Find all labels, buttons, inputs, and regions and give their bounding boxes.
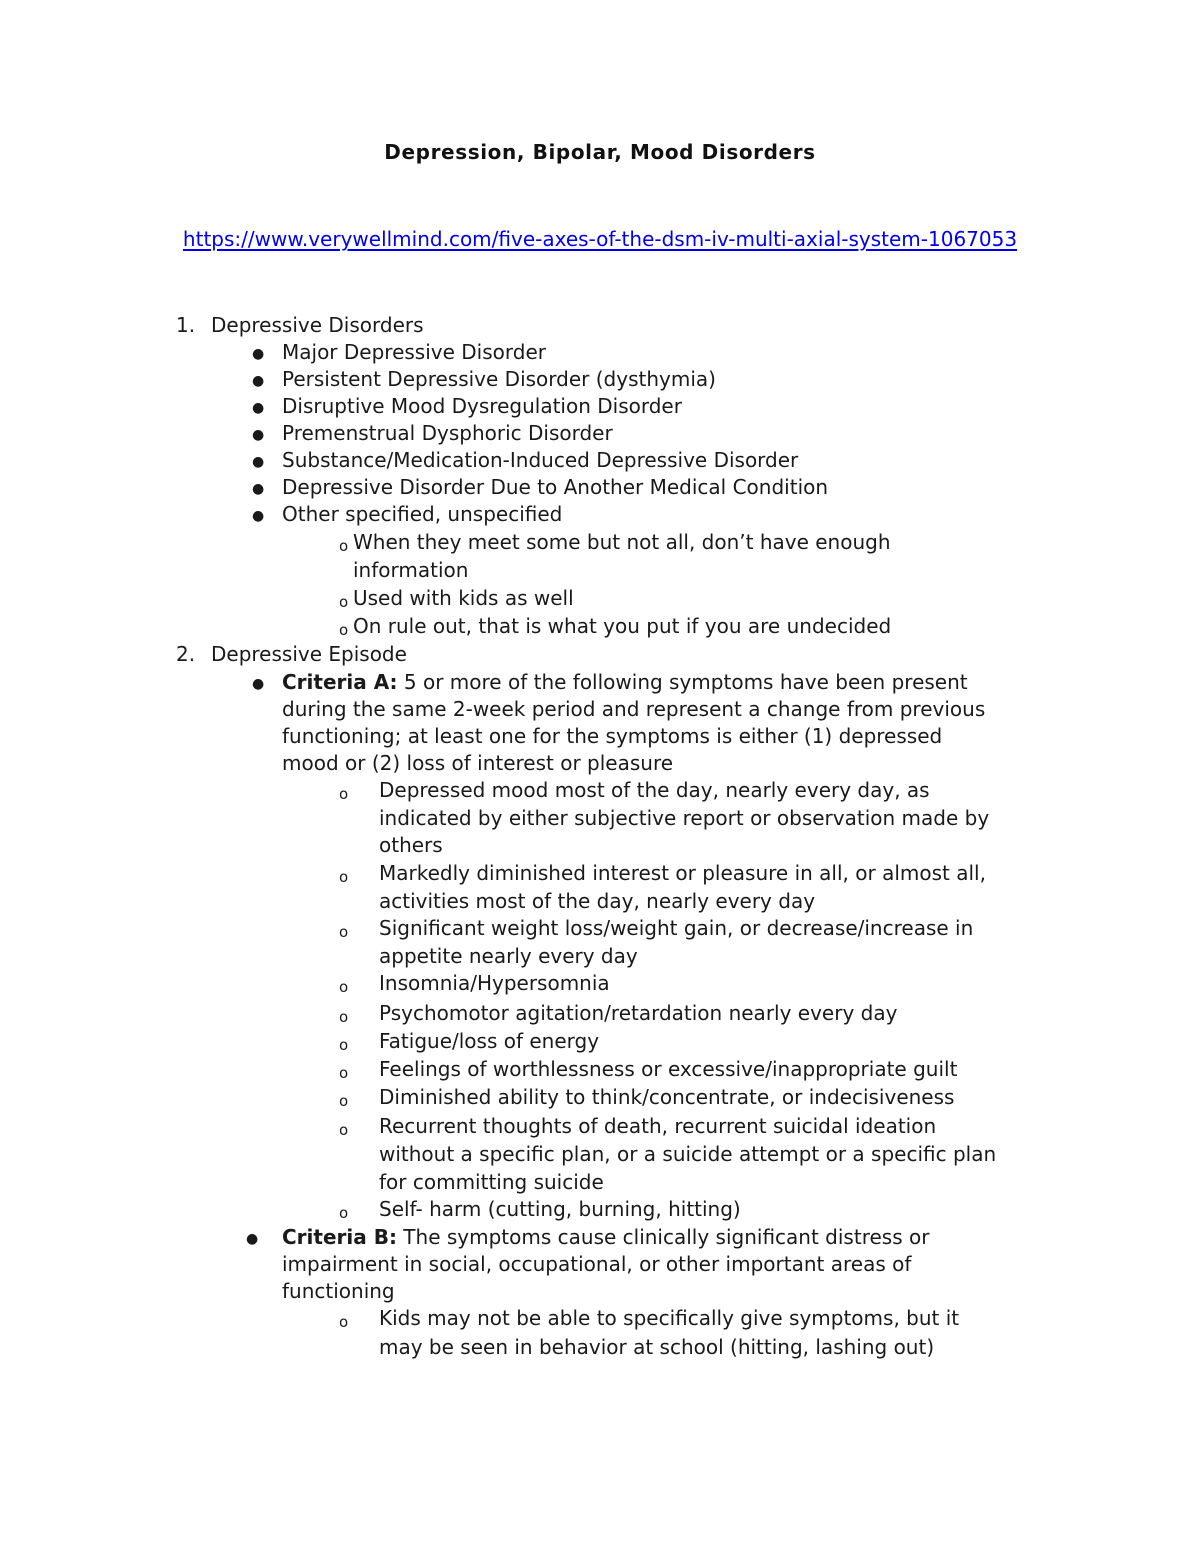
sub-list-item-continued: information	[353, 558, 469, 582]
symptom-item: Psychomotor agitation/retardation nearly every day	[379, 1001, 898, 1025]
list-item: Disruptive Mood Dysregulation Disorder	[282, 394, 682, 418]
sub-list-item: On rule out, that is what you put if you are undecided	[353, 614, 892, 638]
criteria-a-label: Criteria A:	[282, 670, 398, 694]
reference-link[interactable]: https://www.verywellmind.com/five-axes-of-the-dsm-iv-multi-axial-system-1067053	[182, 227, 1018, 251]
symptom-item-continued: without a specific plan, or a suicide attempt or a specific plan	[379, 1142, 997, 1166]
sub-bullet-icon: o	[339, 621, 349, 639]
symptom-item-continued: activities most of the day, nearly every day	[379, 889, 816, 913]
criteria-b-text: functioning	[282, 1279, 395, 1303]
section-heading: Depressive Disorders	[211, 313, 424, 337]
symptom-item-continued: others	[379, 833, 443, 857]
sub-list-item: When they meet some but not all, don’t have enough	[353, 530, 891, 554]
document-title: Depression, Bipolar, Mood Disorders	[384, 140, 816, 164]
criteria-a-text: mood or (2) loss of interest or pleasure	[282, 751, 674, 775]
section-heading: Depressive Episode	[211, 642, 407, 666]
bullet-icon: ●	[252, 400, 265, 416]
symptom-item-continued: appetite nearly every day	[379, 944, 638, 968]
list-item: Persistent Depressive Disorder (dysthymia)	[282, 367, 716, 391]
sub-bullet-icon: o	[339, 868, 349, 886]
criteria-b-text: The symptoms cause clinically significant distress or	[396, 1225, 930, 1249]
sub-bullet-icon: o	[339, 1204, 349, 1222]
criteria-b-item-continued: may be seen in behavior at school (hitting, lashing out)	[379, 1335, 935, 1359]
criteria-b-first-line	[282, 1224, 929, 1251]
sub-bullet-icon: o	[339, 593, 349, 611]
symptom-item: Self- harm (cutting, burning, hitting)	[379, 1197, 741, 1221]
sub-bullet-icon: o	[339, 1064, 349, 1082]
bullet-icon: ●	[252, 454, 265, 470]
criteria-a-text: during the same 2-week period and represent a change from previous	[282, 697, 986, 721]
criteria-a-text: functioning; at least one for the symptoms is either (1) depressed	[282, 724, 943, 748]
symptom-item: Feelings of worthlessness or excessive/inappropriate guilt	[379, 1057, 958, 1081]
list-item: Major Depressive Disorder	[282, 340, 546, 364]
criteria-b-text: impairment in social, occupational, or other important areas of	[282, 1252, 912, 1276]
bullet-icon: ●	[252, 427, 265, 443]
bullet-icon: ●	[252, 346, 265, 362]
sub-bullet-icon: o	[339, 537, 349, 555]
bullet-icon: ●	[252, 676, 265, 692]
symptom-item: Recurrent thoughts of death, recurrent suicidal ideation	[379, 1114, 937, 1138]
sub-bullet-icon: o	[339, 923, 349, 941]
symptom-item: Significant weight loss/weight gain, or decrease/increase in	[379, 916, 974, 940]
sub-bullet-icon: o	[339, 1008, 349, 1026]
list-item: Other specified, unspecified	[282, 502, 563, 526]
sub-bullet-icon: o	[339, 1121, 349, 1139]
symptom-item: Markedly diminished interest or pleasure in all, or almost all,	[379, 861, 986, 885]
bullet-icon: ●	[252, 373, 265, 389]
bullet-icon: ●	[252, 481, 265, 497]
criteria-b-item: Kids may not be able to specifically give symptoms, but it	[379, 1306, 960, 1330]
sub-bullet-icon: o	[339, 1036, 349, 1054]
sub-bullet-icon: o	[339, 1313, 349, 1331]
symptom-item: Depressed mood most of the day, nearly every day, as	[379, 778, 930, 802]
criteria-b-label: Criteria B:	[282, 1225, 397, 1249]
sub-bullet-icon: o	[339, 1092, 349, 1110]
bullet-icon: ●	[252, 508, 265, 524]
section-number: 2.	[176, 642, 196, 666]
list-item: Depressive Disorder Due to Another Medical Condition	[282, 475, 829, 499]
symptom-item-continued: indicated by either subjective report or observation made by	[379, 806, 990, 830]
criteria-a-first-line	[282, 669, 968, 696]
bullet-icon: ●	[246, 1231, 259, 1247]
sub-list-item: Used with kids as well	[353, 586, 574, 610]
list-item: Premenstrual Dysphoric Disorder	[282, 421, 613, 445]
symptom-item: Insomnia/Hypersomnia	[379, 971, 610, 995]
sub-bullet-icon: o	[339, 978, 349, 996]
symptom-item: Fatigue/loss of energy	[379, 1029, 600, 1053]
criteria-a-text: 5 or more of the following symptoms have been present	[397, 670, 968, 694]
section-number: 1.	[176, 313, 196, 337]
list-item: Substance/Medication-Induced Depressive Disorder	[282, 448, 799, 472]
sub-bullet-icon: o	[339, 785, 349, 803]
symptom-item: Diminished ability to think/concentrate, or indecisiveness	[379, 1085, 955, 1109]
symptom-item-continued: for committing suicide	[379, 1170, 604, 1194]
